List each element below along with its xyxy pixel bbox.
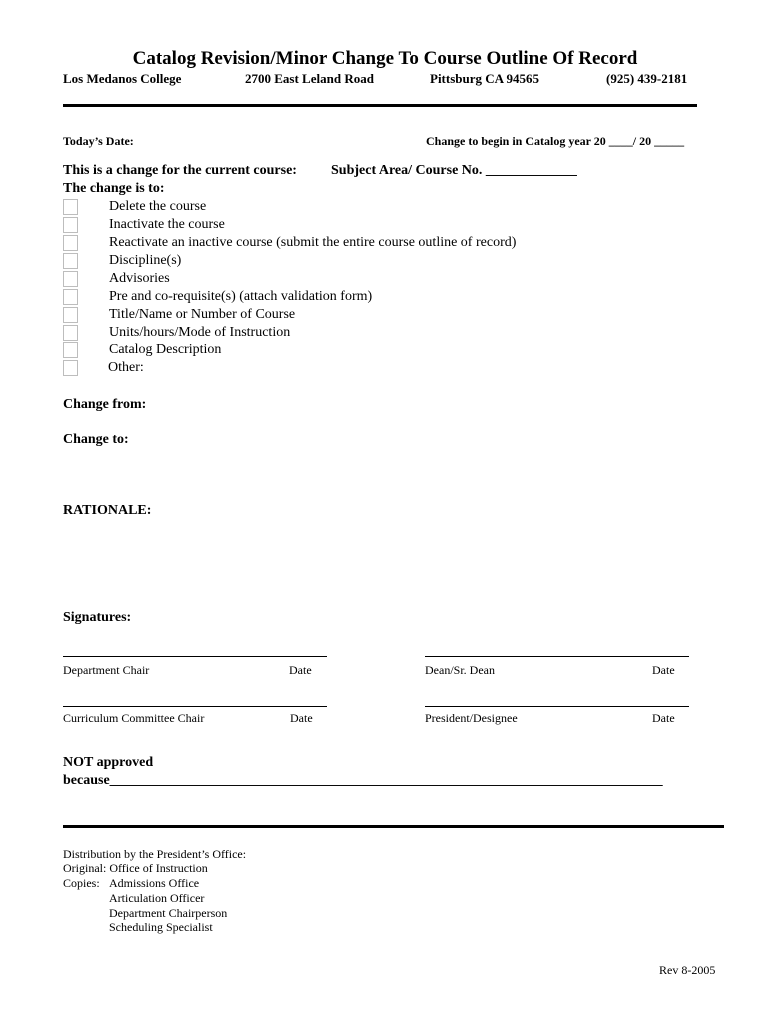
header-divider bbox=[63, 104, 697, 107]
option-inactivate: Inactivate the course bbox=[109, 217, 225, 232]
change-to-label: Change to: bbox=[63, 432, 129, 447]
footer-divider bbox=[63, 825, 724, 828]
distribution-original: Original: Office of Instruction bbox=[63, 861, 208, 875]
college-city: Pittsburg CA 94565 bbox=[430, 71, 540, 86]
subject-area-label: Subject Area/ Course No. _____________ bbox=[331, 163, 577, 178]
checkbox-catalog-description[interactable] bbox=[63, 342, 78, 358]
copy-department-chairperson: Department Chairperson bbox=[109, 906, 228, 920]
checkbox-title[interactable] bbox=[63, 307, 78, 323]
curriculum-chair-signature-line[interactable] bbox=[63, 706, 327, 707]
dean-signature-line[interactable] bbox=[425, 656, 689, 657]
checkbox-reactivate[interactable] bbox=[63, 235, 78, 251]
dean-label: Dean/Sr. Dean bbox=[425, 663, 495, 677]
option-disciplines: Discipline(s) bbox=[109, 253, 182, 268]
option-units: Units/hours/Mode of Instruction bbox=[109, 325, 291, 340]
college-name: Los Medanos College bbox=[63, 71, 182, 86]
checkbox-other[interactable] bbox=[63, 360, 78, 376]
college-address: 2700 East Leland Road bbox=[245, 71, 374, 86]
department-chair-label: Department Chair bbox=[63, 663, 150, 677]
checkbox-inactivate[interactable] bbox=[63, 217, 78, 233]
option-title: Title/Name or Number of Course bbox=[109, 307, 296, 322]
signatures-label: Signatures: bbox=[63, 610, 132, 625]
president-label: President/Designee bbox=[425, 711, 518, 725]
change-from-label: Change from: bbox=[63, 397, 147, 412]
checkbox-units[interactable] bbox=[63, 325, 78, 341]
revision-label: Rev 8-2005 bbox=[659, 963, 716, 977]
president-signature-line[interactable] bbox=[425, 706, 689, 707]
distribution-heading: Distribution by the President’s Office: bbox=[63, 847, 247, 861]
department-chair-date-label: Date bbox=[289, 663, 312, 677]
checkbox-prerequisites[interactable] bbox=[63, 289, 78, 305]
option-catalog-description: Catalog Description bbox=[109, 342, 222, 357]
option-reactivate: Reactivate an inactive course (submit the entire course outline of record) bbox=[109, 235, 517, 250]
form-title: Catalog Revision/Minor Change To Course Outline Of Record bbox=[132, 48, 638, 69]
catalog-year-label: Change to begin in Catalog year 20 ____/ 20 _____ bbox=[426, 134, 685, 148]
checkbox-delete[interactable] bbox=[63, 199, 78, 215]
current-course-label: This is a change for the current course: bbox=[63, 163, 297, 178]
option-advisories: Advisories bbox=[109, 271, 170, 286]
option-delete: Delete the course bbox=[109, 199, 207, 214]
president-date-label: Date bbox=[652, 711, 675, 725]
checkbox-disciplines[interactable] bbox=[63, 253, 78, 269]
copy-scheduling: Scheduling Specialist bbox=[109, 920, 213, 934]
because-field[interactable]: because_______________________________________________________________________________ bbox=[63, 773, 663, 788]
option-other: Other: bbox=[108, 360, 144, 375]
curriculum-chair-label: Curriculum Committee Chair bbox=[63, 711, 205, 725]
change-is-to-label: The change is to: bbox=[63, 181, 165, 196]
college-phone: (925) 439-2181 bbox=[606, 71, 688, 86]
not-approved-label: NOT approved bbox=[63, 755, 154, 770]
copy-articulation: Articulation Officer bbox=[109, 891, 205, 905]
dean-date-label: Date bbox=[652, 663, 675, 677]
copy-admissions: Admissions Office bbox=[109, 876, 200, 890]
curriculum-chair-date-label: Date bbox=[290, 711, 313, 725]
option-prerequisites: Pre and co-requisite(s) (attach validation form) bbox=[109, 289, 373, 304]
todays-date-label: Today’s Date: bbox=[63, 134, 134, 148]
department-chair-signature-line[interactable] bbox=[63, 656, 327, 657]
distribution-copies-label: Copies: bbox=[63, 876, 100, 890]
checkbox-advisories[interactable] bbox=[63, 271, 78, 287]
rationale-label: RATIONALE: bbox=[63, 503, 152, 518]
